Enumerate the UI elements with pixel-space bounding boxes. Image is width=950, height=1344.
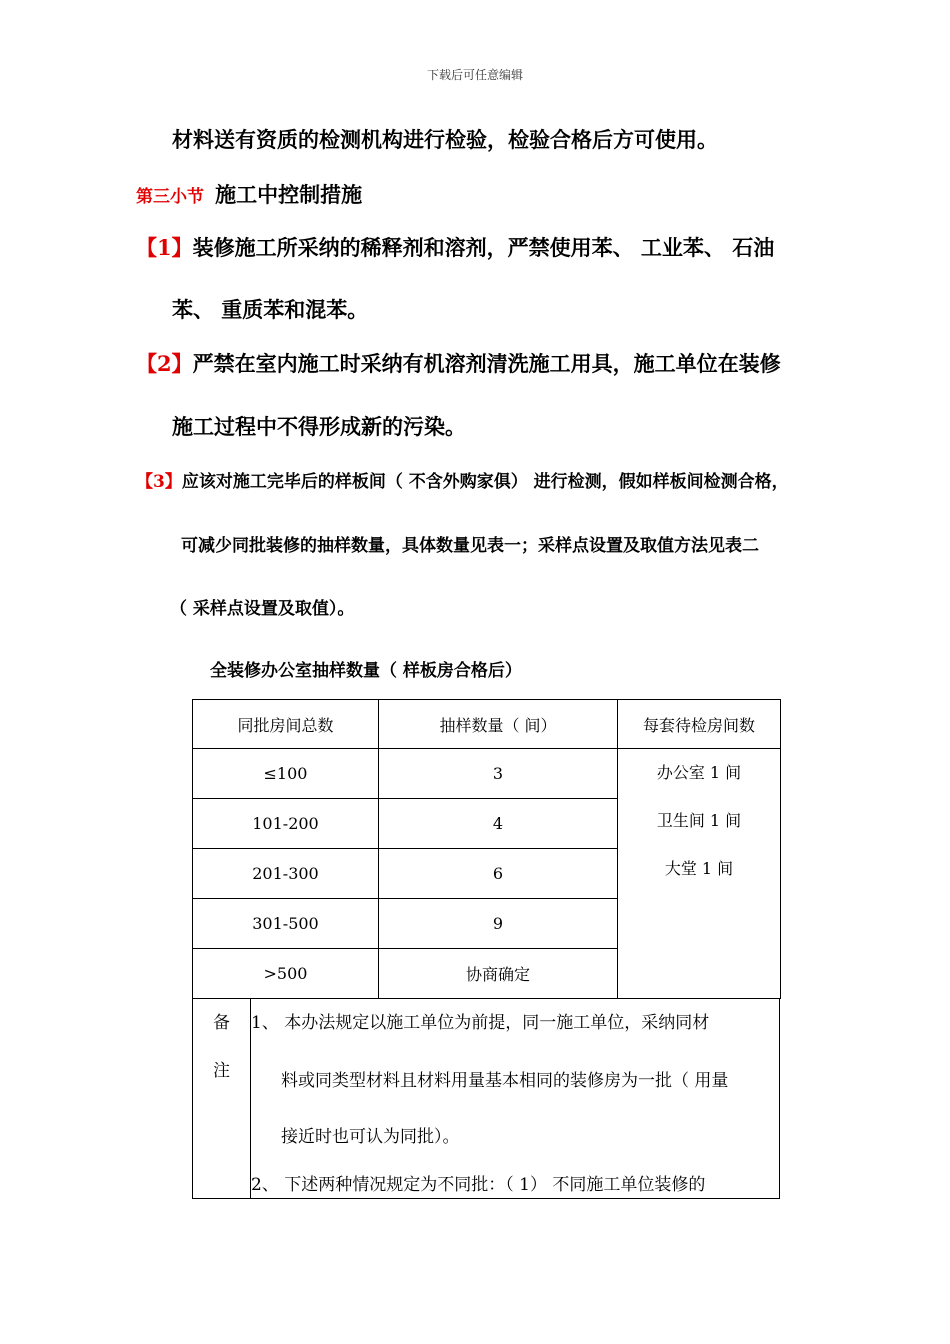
room-office: 办公室 1 间	[656, 763, 742, 782]
note-line: 料或同类型材料且材料用量基本相同的装修房为一批（ 用量	[281, 1071, 729, 1091]
item-1-line-2: 苯、 重质苯和混苯。	[172, 297, 369, 322]
cell-count: 协商确定	[379, 949, 618, 999]
note-line: 1、 本办法规定以施工单位为前提，同一施工单位，采纳同材	[251, 1013, 710, 1033]
cell-count: 4	[379, 799, 618, 849]
cell-range: 201-300	[193, 849, 379, 899]
section-title: 施工中控制措施	[215, 182, 363, 207]
table-header-row	[193, 700, 781, 749]
item-2-line-2: 施工过程中不得形成新的污染。	[172, 414, 466, 439]
note-line: 2、 下述两种情况规定为不同批：（ 1） 不同施工单位装修的	[251, 1175, 706, 1195]
table-row	[193, 749, 781, 799]
item-1-tag: 【1】	[136, 235, 193, 260]
item-1-line-1	[136, 232, 774, 262]
header-sample-count: 抽样数量（ 间）	[379, 700, 618, 749]
item-3-line-2: 可减少同批装修的抽样数量，具体数量见表一；采样点设置及取值方法见表二	[181, 536, 759, 556]
item-2-text: 严禁在室内施工时采纳有机溶剂清洗施工用具，施工单位在装修	[192, 351, 781, 376]
section-label: 第三小节	[136, 187, 204, 207]
page-header: 下载后可任意编辑	[426, 68, 523, 82]
item-3-tag: 【3】	[136, 472, 182, 492]
cell-range: >500	[193, 949, 379, 999]
room-restroom: 卫生间 1 间	[656, 811, 742, 830]
notes-section	[192, 998, 780, 1199]
item-1-text: 装修施工所采纳的稀释剂和溶剂，严禁使用苯、 工业苯、 石油	[192, 235, 775, 260]
header-rooms-per-set: 每套待检房间数	[618, 700, 781, 749]
notes-label	[193, 998, 251, 1198]
room-lobby: 大堂 1 间	[664, 859, 734, 878]
item-3-text: 应该对施工完毕后的样板间（ 不含外购家俱） 进行检测，假如样板间检测合格，	[181, 472, 789, 492]
table-caption: 全装修办公室抽样数量（ 样板房合格后）	[210, 661, 522, 681]
cell-count: 9	[379, 899, 618, 949]
section-heading	[136, 179, 362, 209]
cell-range: 101-200	[193, 799, 379, 849]
cell-range: 301-500	[193, 899, 379, 949]
sampling-table	[192, 699, 781, 999]
note-line: 接近时也可认为同批）。	[281, 1127, 460, 1147]
notes-label-char-1: 备	[213, 1013, 230, 1033]
item-2-line-1	[136, 348, 781, 378]
item-2-tag: 【2】	[136, 351, 193, 376]
intro-line: 材料送有资质的检测机构进行检验，检验合格后方可使用。	[172, 127, 718, 152]
cell-count: 6	[379, 849, 618, 899]
notes-label-char-2: 注	[213, 1061, 230, 1081]
header-total-rooms: 同批房间总数	[193, 700, 379, 749]
item-3-line-1	[136, 467, 789, 492]
cell-rooms	[618, 749, 781, 999]
item-3-line-3: （ 采样点设置及取值）。	[170, 599, 355, 619]
cell-range: ≤100	[193, 749, 379, 799]
cell-count: 3	[379, 749, 618, 799]
